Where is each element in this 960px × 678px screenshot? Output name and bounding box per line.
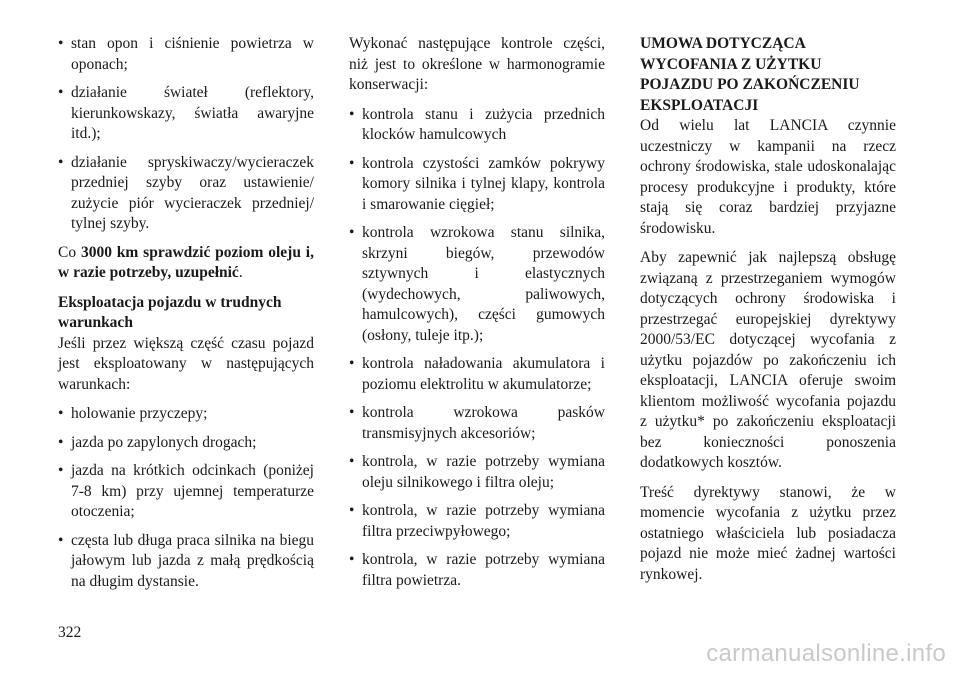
section-heading: Eksploatacja pojazdu w trudnych warunkach	[58, 293, 282, 331]
page-number: 322	[58, 624, 82, 641]
oil-check-paragraph: Co 3000 km sprawdzić poziom oleju i, w razie potrzeby, uzupełnić.	[58, 243, 314, 281]
list-item: • kontrola czystości zamków pokrywy komory silnika i tylnej klapy, kontrola i smarowanie cięgieł;	[349, 154, 605, 216]
list-item: • kontrola, w razie potrzeby wymiana oleju silnikowego i filtra oleju;	[349, 452, 605, 493]
list-item: • częsta lub długa praca silnika na biegu jałowym lub jazda z małą prędkością na długim dystansie.	[58, 531, 314, 593]
right-column	[640, 34, 896, 594]
middle-column	[349, 34, 605, 599]
body-paragraph: Od wielu lat LANCIA czynnie uczestniczy w kampanii na rzecz ochrony środowiska, stale udoskonalając procesy produkcyjne i produkty, które stają się coraz bardziej przyjazne środowisku.	[640, 117, 896, 237]
list-item: • stan opon i ciśnienie powietrza w oponach;	[58, 34, 314, 75]
conditions-list	[58, 404, 314, 592]
list-item: • działanie świateł (reflektory, kierunkowskazy, światła awaryjne itd.);	[58, 83, 314, 145]
watermark: carmanualsonline.info	[706, 640, 946, 667]
agreement-heading: UMOWA DOTYCZĄCA WYCOFANIA Z UŻYTKU POJAZDU PO ZAKOŃCZENIU EKSPLOATACJI	[640, 35, 860, 114]
list-item: • kontrola, w razie potrzeby wymiana filtra powietrza.	[349, 550, 605, 591]
section-intro: Jeśli przez większą część czasu pojazd jest eksploatowany w następujących warunkach:	[58, 334, 314, 393]
list-item: • kontrola naładowania akumulatora i poziomu elektrolitu w akumulatorze;	[349, 354, 605, 395]
list-item: • holowanie przyczepy;	[58, 404, 314, 425]
list-item: • jazda po zapylonych drogach;	[58, 433, 314, 454]
checks-intro: Wykonać następujące kontrole części, niż jest to określone w harmonogramie konserwacji:	[349, 35, 605, 93]
list-item: • kontrola wzrokowa stanu silnika, skrzyni biegów, przewodów sztywnych i elastycznych (wydechowych, paliwowych, hamulcowych), części gumowych (osłony, tuleje itp.);	[349, 223, 605, 346]
body-paragraph: Aby zapewnić jak najlepszą obsługę związaną z przestrzeganiem wymogów dotyczących ochrony środowiska i przestrzegać europejskiej dyrektywy 2000/53/EC dotyczącej wycofania z użytku pojazdów po zakończeniu ich eksploatacji, LANCIA oferuje swoim klientom możliwość wycofania pojazdu z użytku* po zakończeniu eksploatacji bez konieczności ponoszenia dodatkowych kosztów.	[640, 249, 896, 471]
left-column	[58, 34, 314, 600]
list-item: • działanie spryskiwaczy/wycieraczek przedniej szyby oraz ustawienie/ zużycie piór wycieraczek przedniej/ tylnej szyby.	[58, 153, 314, 235]
checks-list	[349, 105, 605, 592]
list-item: • kontrola wzrokowa pasków transmisyjnych akcesoriów;	[349, 403, 605, 444]
body-paragraph: Treść dyrektywy stanowi, że w momencie wycofania z użytku przez ostatniego właściciela lub posiadacza pojazd nie może mieć żadnej wartości rynkowej.	[640, 483, 896, 583]
list-item: • kontrola, w razie potrzeby wymiana filtra przeciwpyłowego;	[349, 501, 605, 542]
inspection-list	[58, 34, 314, 235]
list-item: • jazda na krótkich odcinkach (poniżej 7-8 km) przy ujemnej temperaturze otoczenia;	[58, 461, 314, 523]
list-item: • kontrola stanu i zużycia przednich klocków hamulcowych	[349, 105, 605, 146]
